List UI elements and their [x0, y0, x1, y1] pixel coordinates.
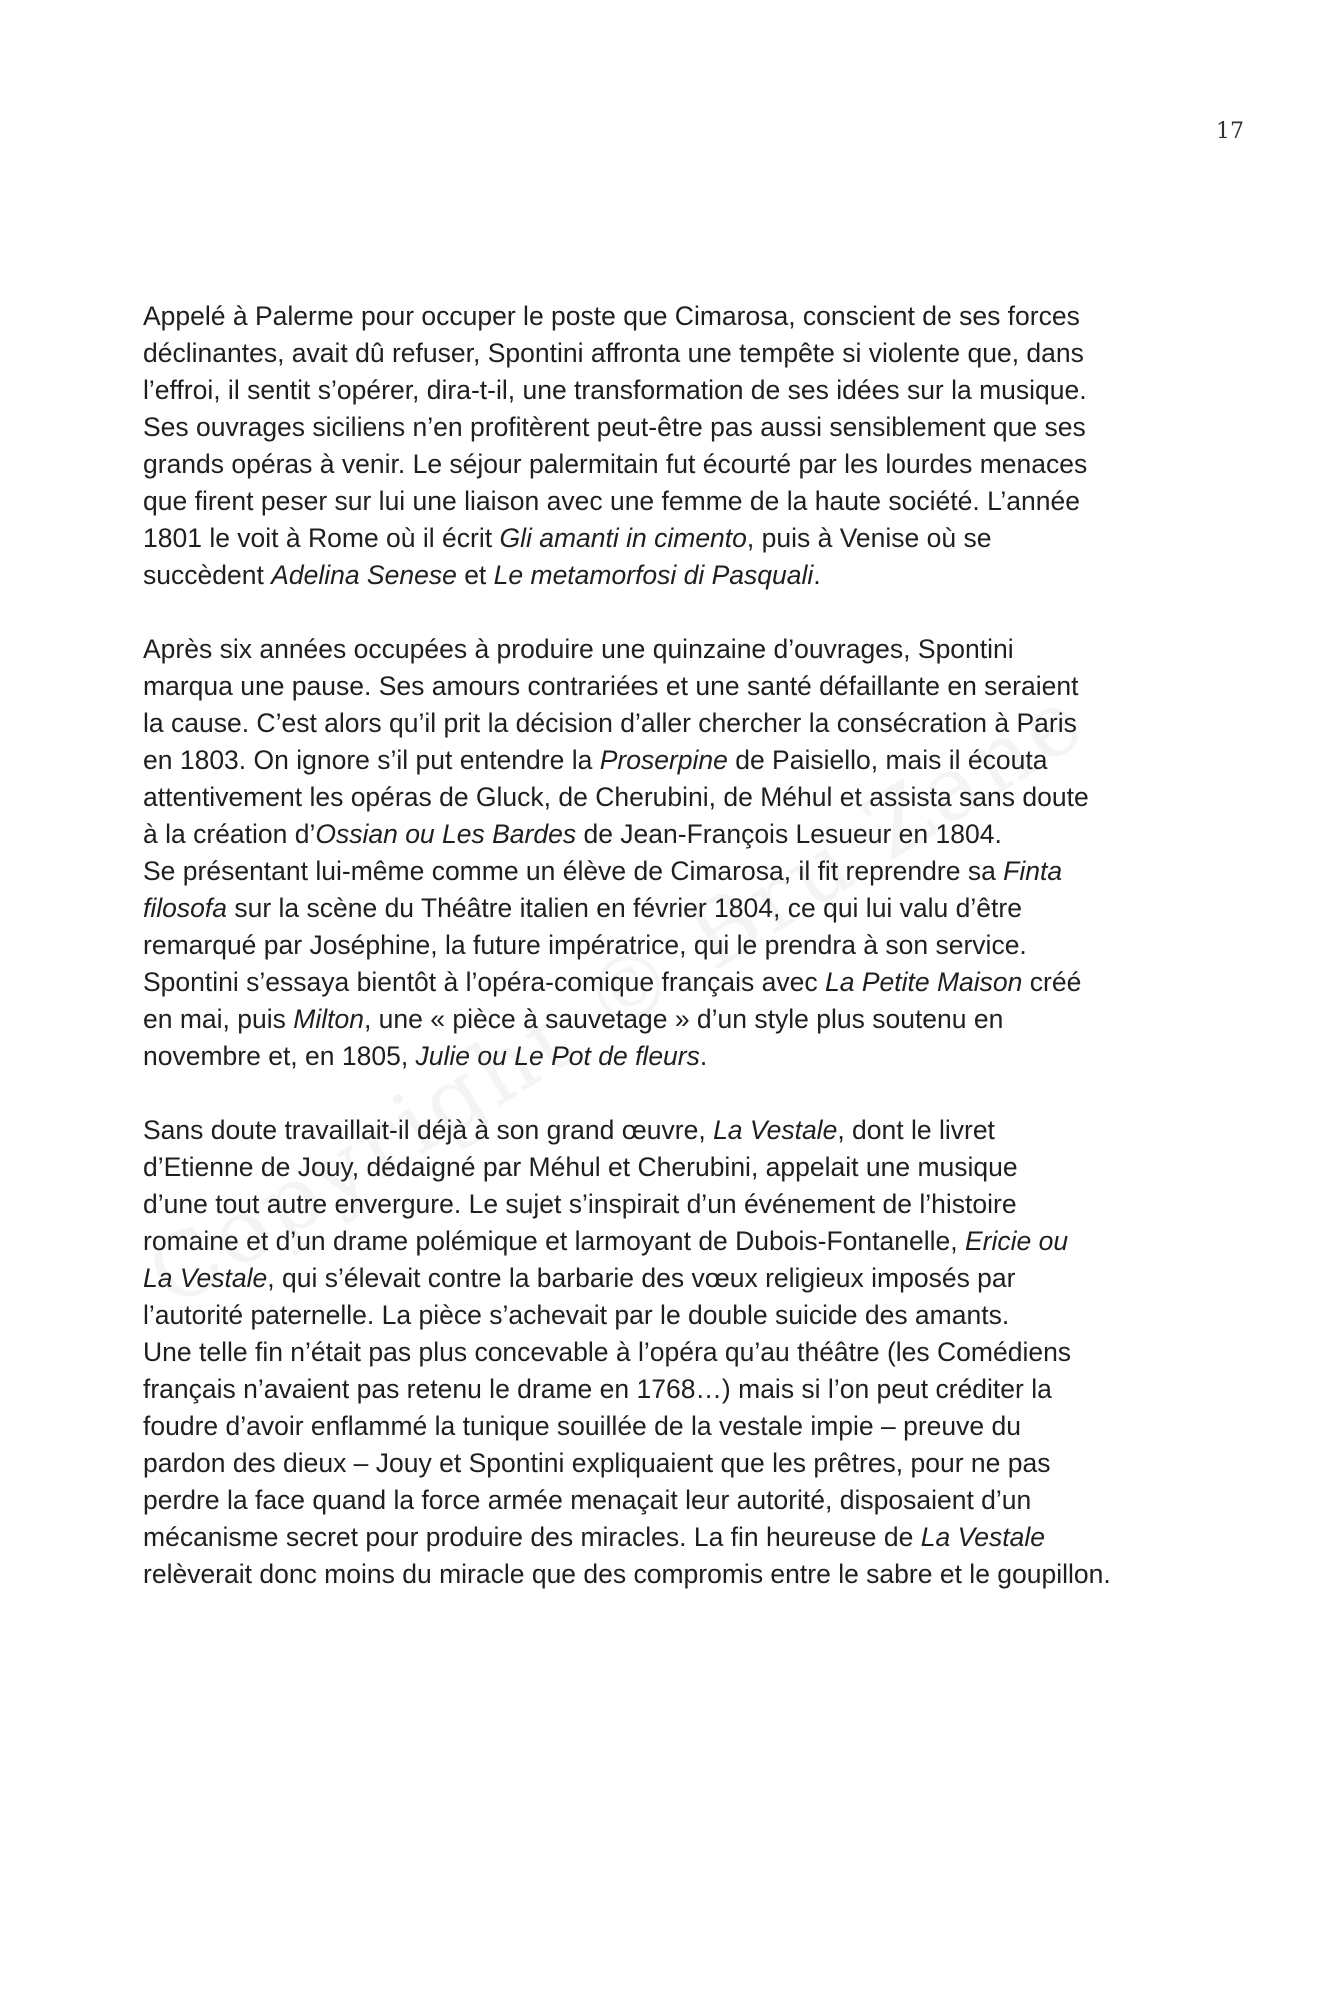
- text-run: 1801 le voit à Rome où il écrit: [143, 523, 500, 553]
- text-line: [143, 668, 1203, 705]
- italic-title: Finta: [1003, 856, 1063, 886]
- text-run: l’effroi, il sentit s’opérer, dira-t-il, une transformation de ses idées sur la musique.: [143, 375, 1087, 405]
- text-line: [143, 1445, 1203, 1482]
- text-run: , puis à Venise où se: [746, 523, 992, 553]
- italic-title: Ericie ou: [964, 1226, 1069, 1256]
- text-run: Se présentant lui-même comme un élève de Cimarosa, il fit reprendre sa: [143, 856, 1004, 886]
- text-run: novembre et, en 1805,: [143, 1041, 416, 1071]
- text-run: créé: [1022, 967, 1082, 997]
- text-line: [143, 631, 1203, 668]
- text-line: [143, 1149, 1203, 1186]
- text-run: relèverait donc moins du miracle que des compromis entre le sabre et le goupillon.: [143, 1559, 1111, 1589]
- text-run: de Paisiello, mais il écouta: [727, 745, 1048, 775]
- text-line: [143, 446, 1203, 483]
- text-line: [143, 335, 1203, 372]
- text-run: grands opéras à venir. Le séjour palermitain fut écourté par les lourdes menaces: [143, 449, 1088, 479]
- text-run: en 1803. On ignore s’il put entendre la: [143, 745, 600, 775]
- italic-title: Le metamorfosi di Pasquali: [493, 560, 814, 590]
- text-run: perdre la face quand la force armée menaçait leur autorité, disposaient d’un: [143, 1485, 1032, 1515]
- text-line: [143, 1371, 1203, 1408]
- text-line: [143, 1556, 1203, 1593]
- italic-title: Milton: [293, 1004, 364, 1034]
- text-line: [143, 1519, 1203, 1556]
- text-run: Appelé à Palerme pour occuper le poste que Cimarosa, conscient de ses forces: [143, 301, 1080, 331]
- text-line: [143, 853, 1203, 890]
- italic-title: La Vestale: [143, 1263, 268, 1293]
- italic-title: La Petite Maison: [825, 967, 1023, 997]
- text-line: [143, 1297, 1203, 1334]
- text-line: [143, 409, 1203, 446]
- body-text: [143, 298, 1203, 1630]
- text-line: [143, 1186, 1203, 1223]
- text-line: [143, 1038, 1203, 1075]
- text-run: Spontini s’essaya bientôt à l’opéra-comique français avec: [143, 967, 826, 997]
- italic-title: filosofa: [143, 893, 227, 923]
- text-run: que firent peser sur lui une liaison avec une femme de la haute société. L’année: [143, 486, 1080, 516]
- text-run: Après six années occupées à produire une quinzaine d’ouvrages, Spontini: [143, 634, 1014, 664]
- text-run: .: [699, 1041, 708, 1071]
- text-run: romaine et d’un drame polémique et larmoyant de Dubois-Fontanelle,: [143, 1226, 965, 1256]
- text-run: déclinantes, avait dû refuser, Spontini affronta une tempête si violente que, dans: [143, 338, 1084, 368]
- text-run: , dont le livret: [837, 1115, 995, 1145]
- text-line: [143, 1223, 1203, 1260]
- text-run: marqua une pause. Ses amours contrariées et une santé défaillante en seraient: [143, 671, 1079, 701]
- text-run: Ses ouvrages siciliens n’en profitèrent peut-être pas aussi sensiblement que ses: [143, 412, 1086, 442]
- text-run: à la création d’: [143, 819, 316, 849]
- text-line: [143, 1112, 1203, 1149]
- italic-title: Ossian ou Les Bardes: [315, 819, 577, 849]
- text-run: d’une tout autre envergure. Le sujet s’inspirait d’un événement de l’histoire: [143, 1189, 1017, 1219]
- text-line: [143, 1408, 1203, 1445]
- text-run: succèdent: [143, 560, 272, 590]
- italic-title: La Vestale: [713, 1115, 838, 1145]
- text-line: [143, 927, 1203, 964]
- text-line: [143, 1482, 1203, 1519]
- page-number: 17: [1216, 119, 1244, 144]
- text-run: d’Etienne de Jouy, dédaigné par Méhul et Cherubini, appelait une musique: [143, 1152, 1018, 1182]
- paragraph-2: [143, 631, 1203, 1075]
- text-line: [143, 1001, 1203, 1038]
- text-line: [143, 964, 1203, 1001]
- text-line: [143, 483, 1203, 520]
- italic-title: Proserpine: [599, 745, 728, 775]
- italic-title: La Vestale: [920, 1522, 1045, 1552]
- text-line: [143, 298, 1203, 335]
- text-run: Une telle fin n’était pas plus concevable à l’opéra qu’au théâtre (les Comédiens: [143, 1337, 1072, 1367]
- italic-title: Julie ou Le Pot de fleurs: [415, 1041, 700, 1071]
- text-line: [143, 372, 1203, 409]
- text-line: [143, 520, 1203, 557]
- text-run: foudre d’avoir enflammé la tunique souillée de la vestale impie – preuve du: [143, 1411, 1021, 1441]
- paragraph-3: [143, 1112, 1203, 1593]
- text-run: la cause. C’est alors qu’il prit la décision d’aller chercher la consécration à Paris: [143, 708, 1077, 738]
- text-run: Sans doute travaillait-il déjà à son grand œuvre,: [143, 1115, 714, 1145]
- text-run: , une « pièce à sauvetage » d’un style plus soutenu en: [363, 1004, 1004, 1034]
- text-line: [143, 705, 1203, 742]
- text-line: [143, 890, 1203, 927]
- text-run: .: [813, 560, 821, 590]
- text-run: remarqué par Joséphine, la future impératrice, qui le prendra à son service.: [143, 930, 1027, 960]
- paragraph-1: [143, 298, 1203, 594]
- text-line: [143, 742, 1203, 779]
- text-run: , qui s’élevait contre la barbarie des vœux religieux imposés par: [267, 1263, 1016, 1293]
- text-run: français n’avaient pas retenu le drame en 1768…) mais si l’on peut créditer la: [143, 1374, 1052, 1404]
- text-run: pardon des dieux – Jouy et Spontini expliquaient que les prêtres, pour ne pas: [143, 1448, 1051, 1478]
- text-run: sur la scène du Théâtre italien en février 1804, ce qui lui valu d’être: [226, 893, 1022, 923]
- italic-title: Gli amanti in cimento: [499, 523, 747, 553]
- text-run: en mai, puis: [143, 1004, 294, 1034]
- text-line: [143, 1334, 1203, 1371]
- text-line: [143, 816, 1203, 853]
- text-run: l’autorité paternelle. La pièce s’achevait par le double suicide des amants.: [143, 1300, 1010, 1330]
- italic-title: Adelina Senese: [271, 560, 457, 590]
- text-line: [143, 779, 1203, 816]
- text-run: et: [456, 560, 494, 590]
- text-run: de Jean-François Lesueur en 1804.: [576, 819, 1002, 849]
- text-run: mécanisme secret pour produire des miracles. La fin heureuse de: [143, 1522, 921, 1552]
- text-line: [143, 557, 1203, 594]
- text-line: [143, 1260, 1203, 1297]
- text-run: attentivement les opéras de Gluck, de Cherubini, de Méhul et assista sans doute: [143, 782, 1089, 812]
